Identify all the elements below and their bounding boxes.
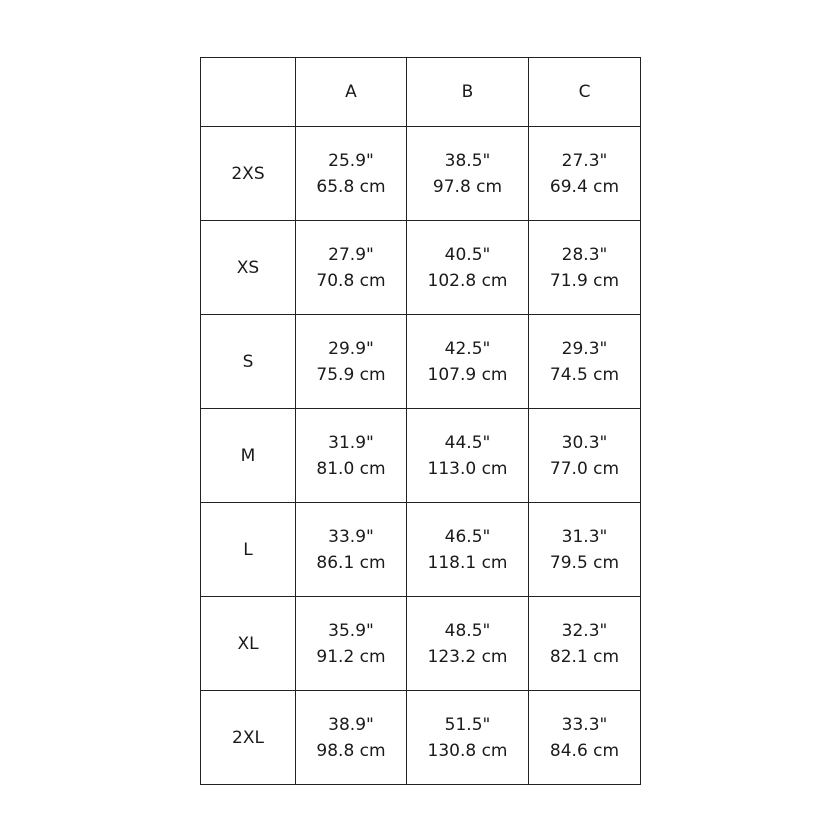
centimeters-value: 79.5 cm <box>549 552 620 573</box>
centimeters-value: 81.0 cm <box>316 458 386 479</box>
centimeters-value: 65.8 cm <box>316 176 386 197</box>
inches-value: 29.9" <box>328 338 374 359</box>
measurement-cell-a <box>296 503 407 597</box>
measurement-cell-c <box>529 221 641 315</box>
inches-value: 29.3" <box>561 338 608 359</box>
inches-value: 35.9" <box>328 620 374 641</box>
centimeters-value: 107.9 cm <box>427 364 508 385</box>
measurement-cell-b <box>407 503 529 597</box>
measurement-cell-b <box>407 597 529 691</box>
size-chart-body <box>201 58 641 785</box>
measurement-cell-c <box>529 315 641 409</box>
centimeters-value: 75.9 cm <box>316 364 386 385</box>
centimeters-value: 97.8 cm <box>432 176 503 197</box>
measurement-cell-a <box>296 597 407 691</box>
centimeters-value: 113.0 cm <box>427 458 508 479</box>
header-cell-corner <box>201 58 296 127</box>
measurement-cell-a <box>296 409 407 503</box>
header-cell-b: B <box>407 58 529 127</box>
measurement-cell-c <box>529 127 641 221</box>
centimeters-value: 77.0 cm <box>549 458 620 479</box>
centimeters-value: 69.4 cm <box>549 176 620 197</box>
inches-value: 31.3" <box>561 526 608 547</box>
inches-value: 40.5" <box>444 244 491 265</box>
inches-value: 51.5" <box>444 714 491 735</box>
table-row <box>201 597 641 691</box>
centimeters-value: 130.8 cm <box>427 740 508 761</box>
measurement-cell-c <box>529 409 641 503</box>
inches-value: 33.3" <box>561 714 608 735</box>
measurement-cell-a <box>296 221 407 315</box>
table-row <box>201 127 641 221</box>
centimeters-value: 70.8 cm <box>316 270 386 291</box>
table-row <box>201 691 641 785</box>
centimeters-value: 118.1 cm <box>427 552 508 573</box>
measurement-cell-b <box>407 127 529 221</box>
size-label-cell: XL <box>201 597 296 691</box>
size-label-cell: S <box>201 315 296 409</box>
measurement-cell-a <box>296 127 407 221</box>
inches-value: 30.3" <box>561 432 608 453</box>
centimeters-value: 98.8 cm <box>316 740 386 761</box>
centimeters-value: 84.6 cm <box>549 740 620 761</box>
measurement-cell-c <box>529 503 641 597</box>
inches-value: 28.3" <box>561 244 608 265</box>
table-row <box>201 409 641 503</box>
inches-value: 27.9" <box>328 244 374 265</box>
header-cell-a: A <box>296 58 407 127</box>
centimeters-value: 86.1 cm <box>316 552 386 573</box>
measurement-cell-b <box>407 315 529 409</box>
size-label-cell: M <box>201 409 296 503</box>
measurement-cell-c <box>529 691 641 785</box>
inches-value: 44.5" <box>444 432 491 453</box>
centimeters-value: 82.1 cm <box>549 646 620 667</box>
centimeters-value: 71.9 cm <box>549 270 620 291</box>
measurement-cell-a <box>296 315 407 409</box>
inches-value: 27.3" <box>561 150 608 171</box>
inches-value: 25.9" <box>328 150 374 171</box>
inches-value: 46.5" <box>444 526 491 547</box>
inches-value: 31.9" <box>328 432 374 453</box>
table-row <box>201 221 641 315</box>
measurement-cell-a <box>296 691 407 785</box>
header-row <box>201 58 641 127</box>
inches-value: 38.9" <box>328 714 374 735</box>
centimeters-value: 102.8 cm <box>427 270 508 291</box>
header-cell-c: C <box>529 58 641 127</box>
centimeters-value: 123.2 cm <box>427 646 508 667</box>
inches-value: 32.3" <box>561 620 608 641</box>
measurement-cell-b <box>407 221 529 315</box>
table-row <box>201 315 641 409</box>
inches-value: 48.5" <box>444 620 491 641</box>
size-label-cell: 2XS <box>201 127 296 221</box>
centimeters-value: 91.2 cm <box>316 646 386 667</box>
measurement-cell-b <box>407 409 529 503</box>
size-label-cell: L <box>201 503 296 597</box>
size-label-cell: 2XL <box>201 691 296 785</box>
table-row <box>201 503 641 597</box>
inches-value: 38.5" <box>444 150 491 171</box>
size-label-cell: XS <box>201 221 296 315</box>
measurement-cell-b <box>407 691 529 785</box>
size-chart-table <box>200 57 641 785</box>
measurement-cell-c <box>529 597 641 691</box>
inches-value: 42.5" <box>444 338 491 359</box>
centimeters-value: 74.5 cm <box>549 364 620 385</box>
inches-value: 33.9" <box>328 526 374 547</box>
